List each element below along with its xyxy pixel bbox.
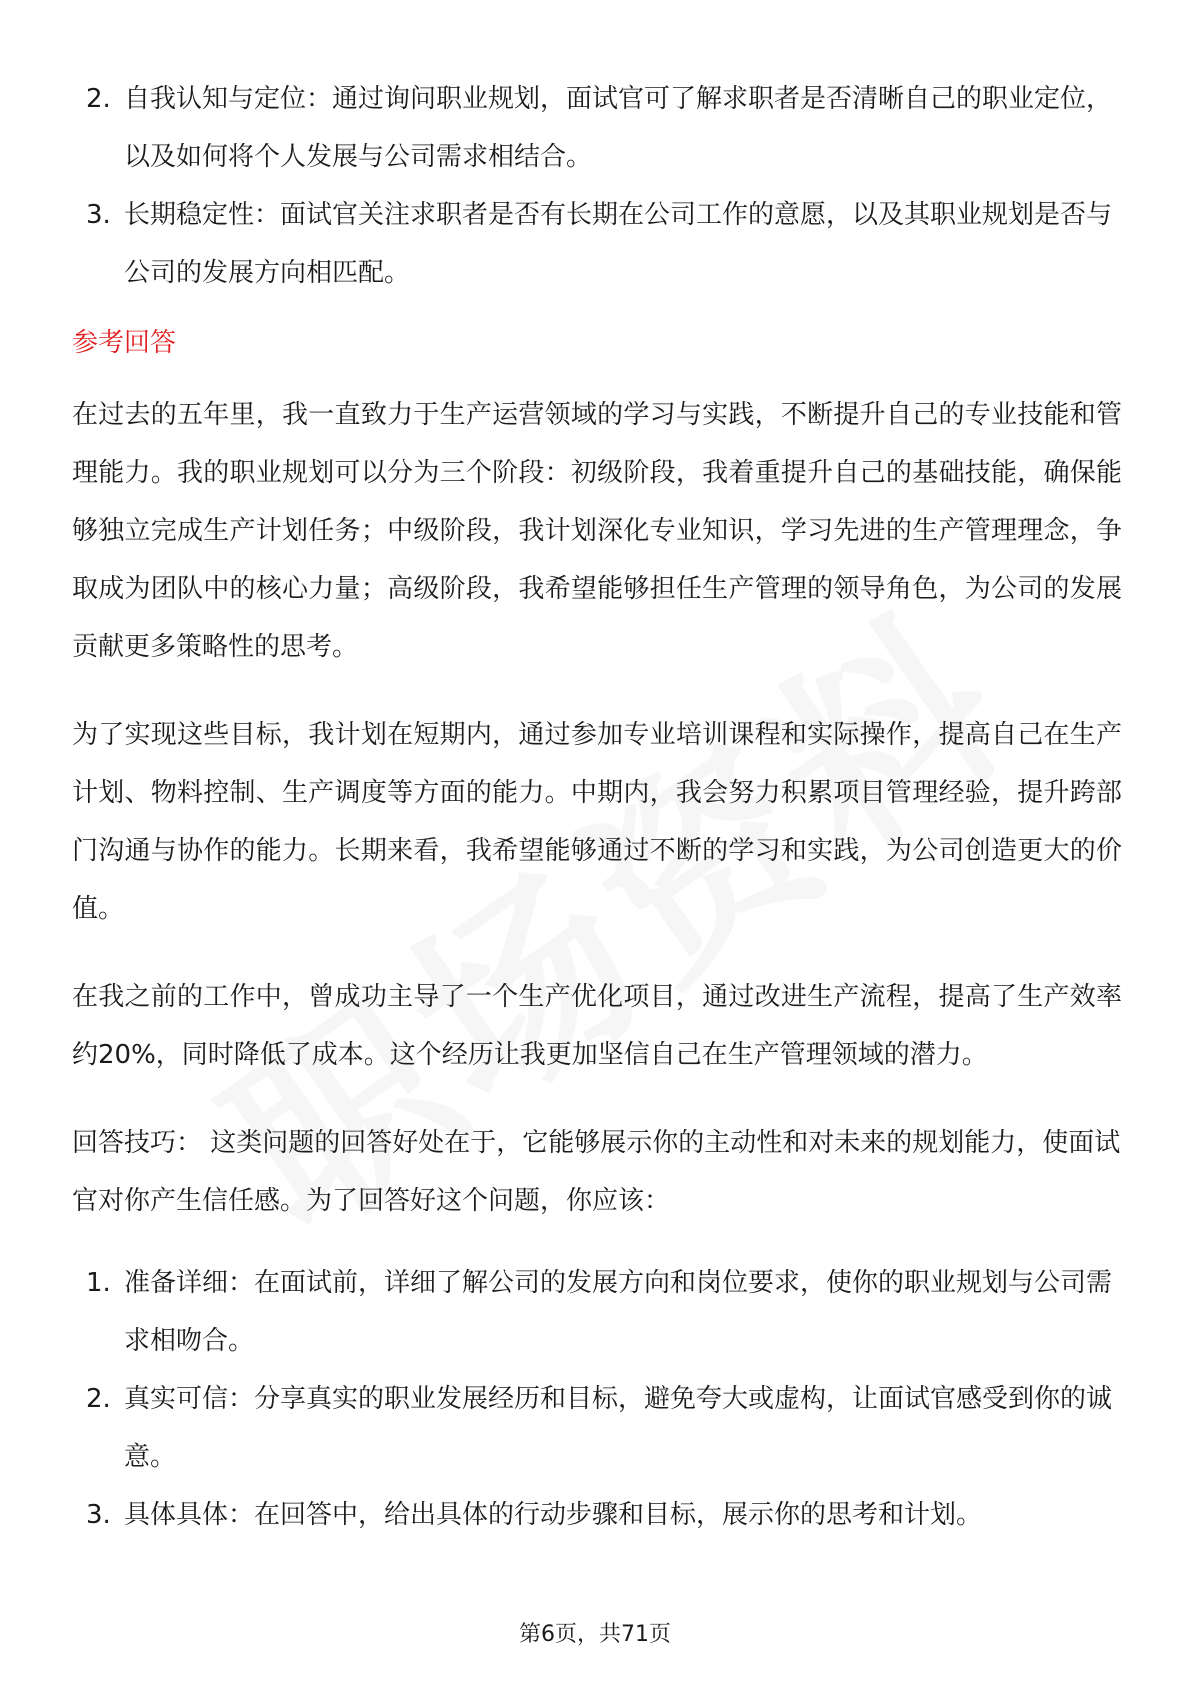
top-list: [72, 70, 1122, 302]
list-text: 准备详细：在面试前，详细了解公司的发展方向和岗位要求，使你的职业规划与公司需求相吻合。: [124, 1268, 1113, 1356]
list-text: 长期稳定性：面试官关注求职者是否有长期在公司工作的意愿，以及其职业规划是否与公司的发展方向相匹配。: [124, 200, 1113, 288]
list-item: [72, 1486, 1122, 1544]
section-heading: 参考回答: [72, 328, 177, 358]
list-text: 具体具体：在回答中，给出具体的行动步骤和目标，展示你的思考和计划。: [124, 1500, 983, 1530]
list-item: [72, 186, 1122, 302]
list-item: [72, 70, 1122, 186]
list-text: 自我认知与定位：通过询问职业规划，面试官可了解求职者是否清晰自己的职业定位，以及如何将个人发展与公司需求相结合。: [124, 84, 1113, 172]
list-text: 真实可信：分享真实的职业发展经历和目标，避免夸大或虚构，让面试官感受到你的诚意。: [124, 1384, 1113, 1472]
answer-paragraph: 为了实现这些目标，我计划在短期内，通过参加专业培训课程和实际操作，提高自己在生产计划、物料控制、生产调度等方面的能力。中期内，我会努力积累项目管理经验，提升跨部门沟通与协作的能力。长期来看，我希望能够通过不断的学习和实践，为公司创造更大的价值。: [72, 720, 1122, 924]
list-item: [72, 1370, 1122, 1486]
list-number: 3.: [86, 200, 111, 230]
list-number: 1.: [86, 1268, 111, 1298]
list-number: 3.: [86, 1500, 111, 1530]
answer-paragraph: 在我之前的工作中，曾成功主导了一个生产优化项目，通过改进生产流程，提高了生产效率约20%，同时降低了成本。这个经历让我更加坚信自己在生产管理领域的潜力。: [72, 982, 1122, 1070]
list-item: [72, 1254, 1122, 1370]
answer-paragraph: 在过去的五年里，我一直致力于生产运营领域的学习与实践，不断提升自己的专业技能和管理能力。我的职业规划可以分为三个阶段：初级阶段，我着重提升自己的基础技能，确保能够独立完成生产计划任务；中级阶段，我计划深化专业知识，学习先进的生产管理理念，争取成为团队中的核心力量；高级阶段，我希望能够担任生产管理的领导角色，为公司的发展贡献更多策略性的思考。: [72, 400, 1122, 662]
tips-intro: 回答技巧： 这类问题的回答好处在于，它能够展示你的主动性和对未来的规划能力，使面试官对你产生信任感。为了回答好这个问题，你应该：: [72, 1128, 1121, 1216]
list-number: 2.: [86, 84, 111, 114]
tips-list: [72, 1254, 1122, 1544]
page-content: [72, 70, 1122, 1544]
list-number: 2.: [86, 1384, 111, 1414]
page-footer: 第6页，共71页: [519, 1622, 671, 1647]
